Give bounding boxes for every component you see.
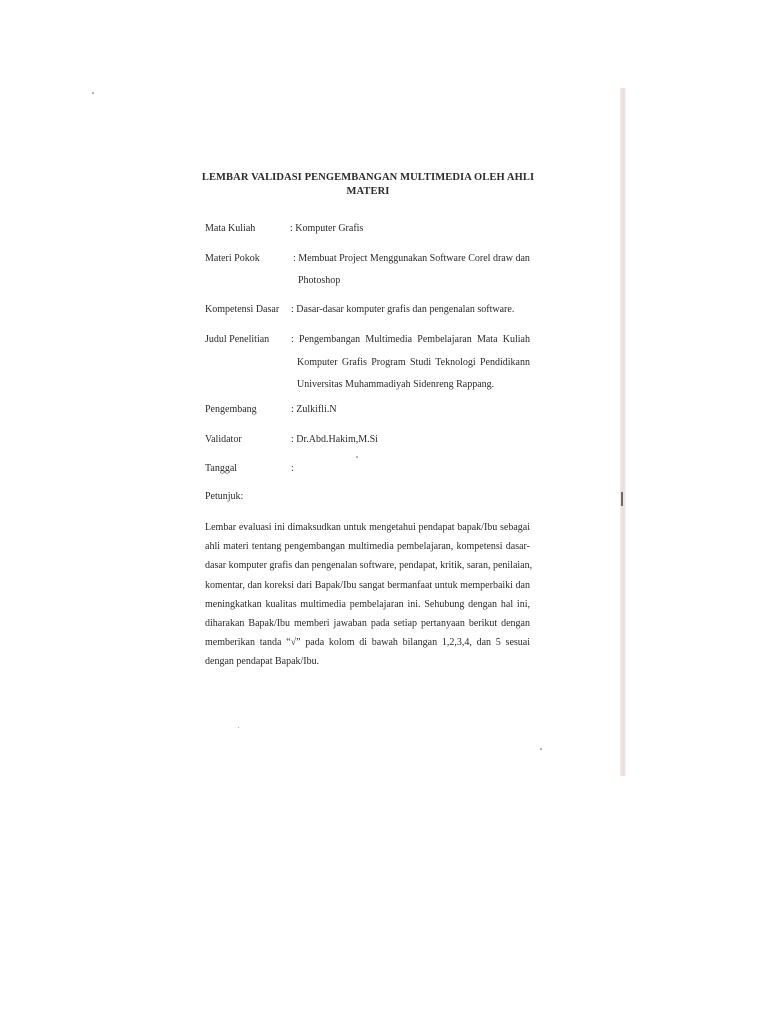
field-label-kompetensi-dasar: Kompetensi Dasar [205,304,280,315]
instruction-line: Lembar evaluasi ini dimaksudkan untuk mengetahui pendapat bapak/Ibu sebagai [205,522,530,533]
instruction-line: diharakan Bapak/Ibu memberi jawaban pada setiap pertanyaan berikut dengan [205,618,530,630]
scan-edge-shadow [620,88,626,776]
title-line: LEMBAR VALIDASI PENGEMBANGAN MULTIMEDIA OLEH AHLI [201,172,535,183]
scan-speck [540,748,542,750]
scan-edge-mark [621,492,623,506]
scan-speck [92,92,94,94]
instruction-line: meningkatkan kualitas multimedia pembelajaran ini. Sehubung dengan hal ini, [205,598,530,610]
scan-speck [238,727,239,728]
field-value-validator: : Dr.Abd.Hakim,M.Si [291,434,378,445]
judul-line: : Pengembangan Multimedia Pembelajaran Mata Kuliah [291,334,530,345]
title-line: MATERI [346,186,390,197]
field-label-pengembang: Pengembang [205,404,257,415]
field-label-mata-kuliah: Mata Kuliah [205,223,256,234]
field-value-materi-pokok-line: : Membuat Project Menggunakan Software Corel draw dan [293,253,530,264]
field-label-materi-pokok: Materi Pokok [205,253,260,264]
instruction-line: komentar, dan koreksi dari Bapak/Ibu sangat bermanfaat untuk memperbaiki dan [205,579,530,591]
field-value-pengembang: : Zulkifli.N [291,404,337,415]
judul-line: Universitas Muhammadiyah Sidenreng Rappang. [297,379,495,390]
judul-line: Komputer Grafis Program Studi Teknologi Pendidikann [297,356,530,368]
instruction-line: dengan pendapat Bapak/Ibu. [205,656,320,668]
field-value-tanggal: : [291,463,294,474]
instruction-line: dasar komputer grafis dan pengenalan software, pendapat, kritik, saran, penilaian, [205,560,533,572]
document-title [200,171,536,199]
field-label-judul-penelitian: Judul Penelitian [205,334,270,345]
instruction-line: ahli materi tentang pengembangan multimedia pembelajaran, kompetensi dasar- [205,541,530,553]
field-value-materi-pokok-line: Photoshop [298,275,341,286]
scan-speck [356,456,358,458]
field-value-kompetensi-dasar: : Dasar-dasar komputer grafis dan pengenalan software. [291,304,515,315]
field-value-mata-kuliah: : Komputer Grafis [290,223,364,234]
instruction-line: memberikan tanda “√” pada kolom di bawah bilangan 1,2,3,4, dan 5 sesuai [205,637,530,649]
petunjuk-heading: Petunjuk: [205,491,244,502]
field-label-tanggal: Tanggal [205,463,238,474]
field-value-judul-penelitian [291,329,530,397]
instructions-paragraph [205,518,533,672]
field-label-validator: Validator [205,434,242,445]
